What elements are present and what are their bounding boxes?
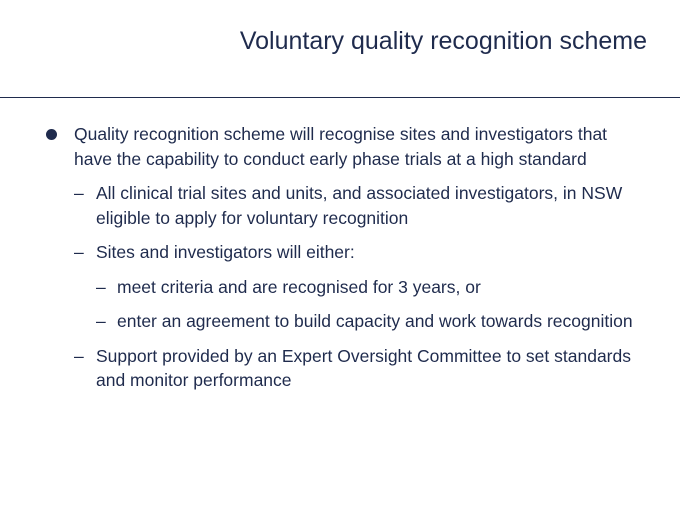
dash-icon: –	[74, 345, 84, 366]
bullet-sub2b-text: enter an agreement to build capacity and work towards recognition	[117, 311, 633, 331]
bullet-sub1-text: All clinical trial sites and units, and associated investigators, in NSW eligible to apply for voluntary recognition	[96, 183, 623, 228]
bullet-main-text: Quality recognition scheme will recognise sites and investigators that have the capability to conduct early phase trials at a high standard	[74, 124, 608, 169]
title-divider	[0, 97, 680, 98]
bullet-level3-agreement	[0, 309, 680, 334]
bullet-sub2-text: Sites and investigators will either:	[96, 242, 355, 262]
bullet-sub2a-text: meet criteria and are recognised for 3 years, or	[117, 276, 481, 297]
dash-icon: –	[96, 276, 106, 297]
bullet-dot-icon	[46, 129, 57, 140]
dash-icon: –	[74, 242, 84, 262]
slide-body	[0, 122, 680, 403]
bullet-level1	[0, 122, 680, 171]
slide-title: Voluntary quality recognition scheme	[239, 27, 647, 55]
bullet-level3-criteria	[0, 275, 680, 300]
bullet-sub3-text: Support provided by an Expert Oversight Committee to set standards and monitor performance	[96, 345, 631, 390]
bullet-level2-options	[0, 240, 680, 265]
dash-icon: –	[96, 311, 106, 331]
bullet-level2-eligibility	[0, 181, 680, 230]
dash-icon: –	[74, 183, 84, 203]
bullet-level2-support	[0, 344, 680, 393]
